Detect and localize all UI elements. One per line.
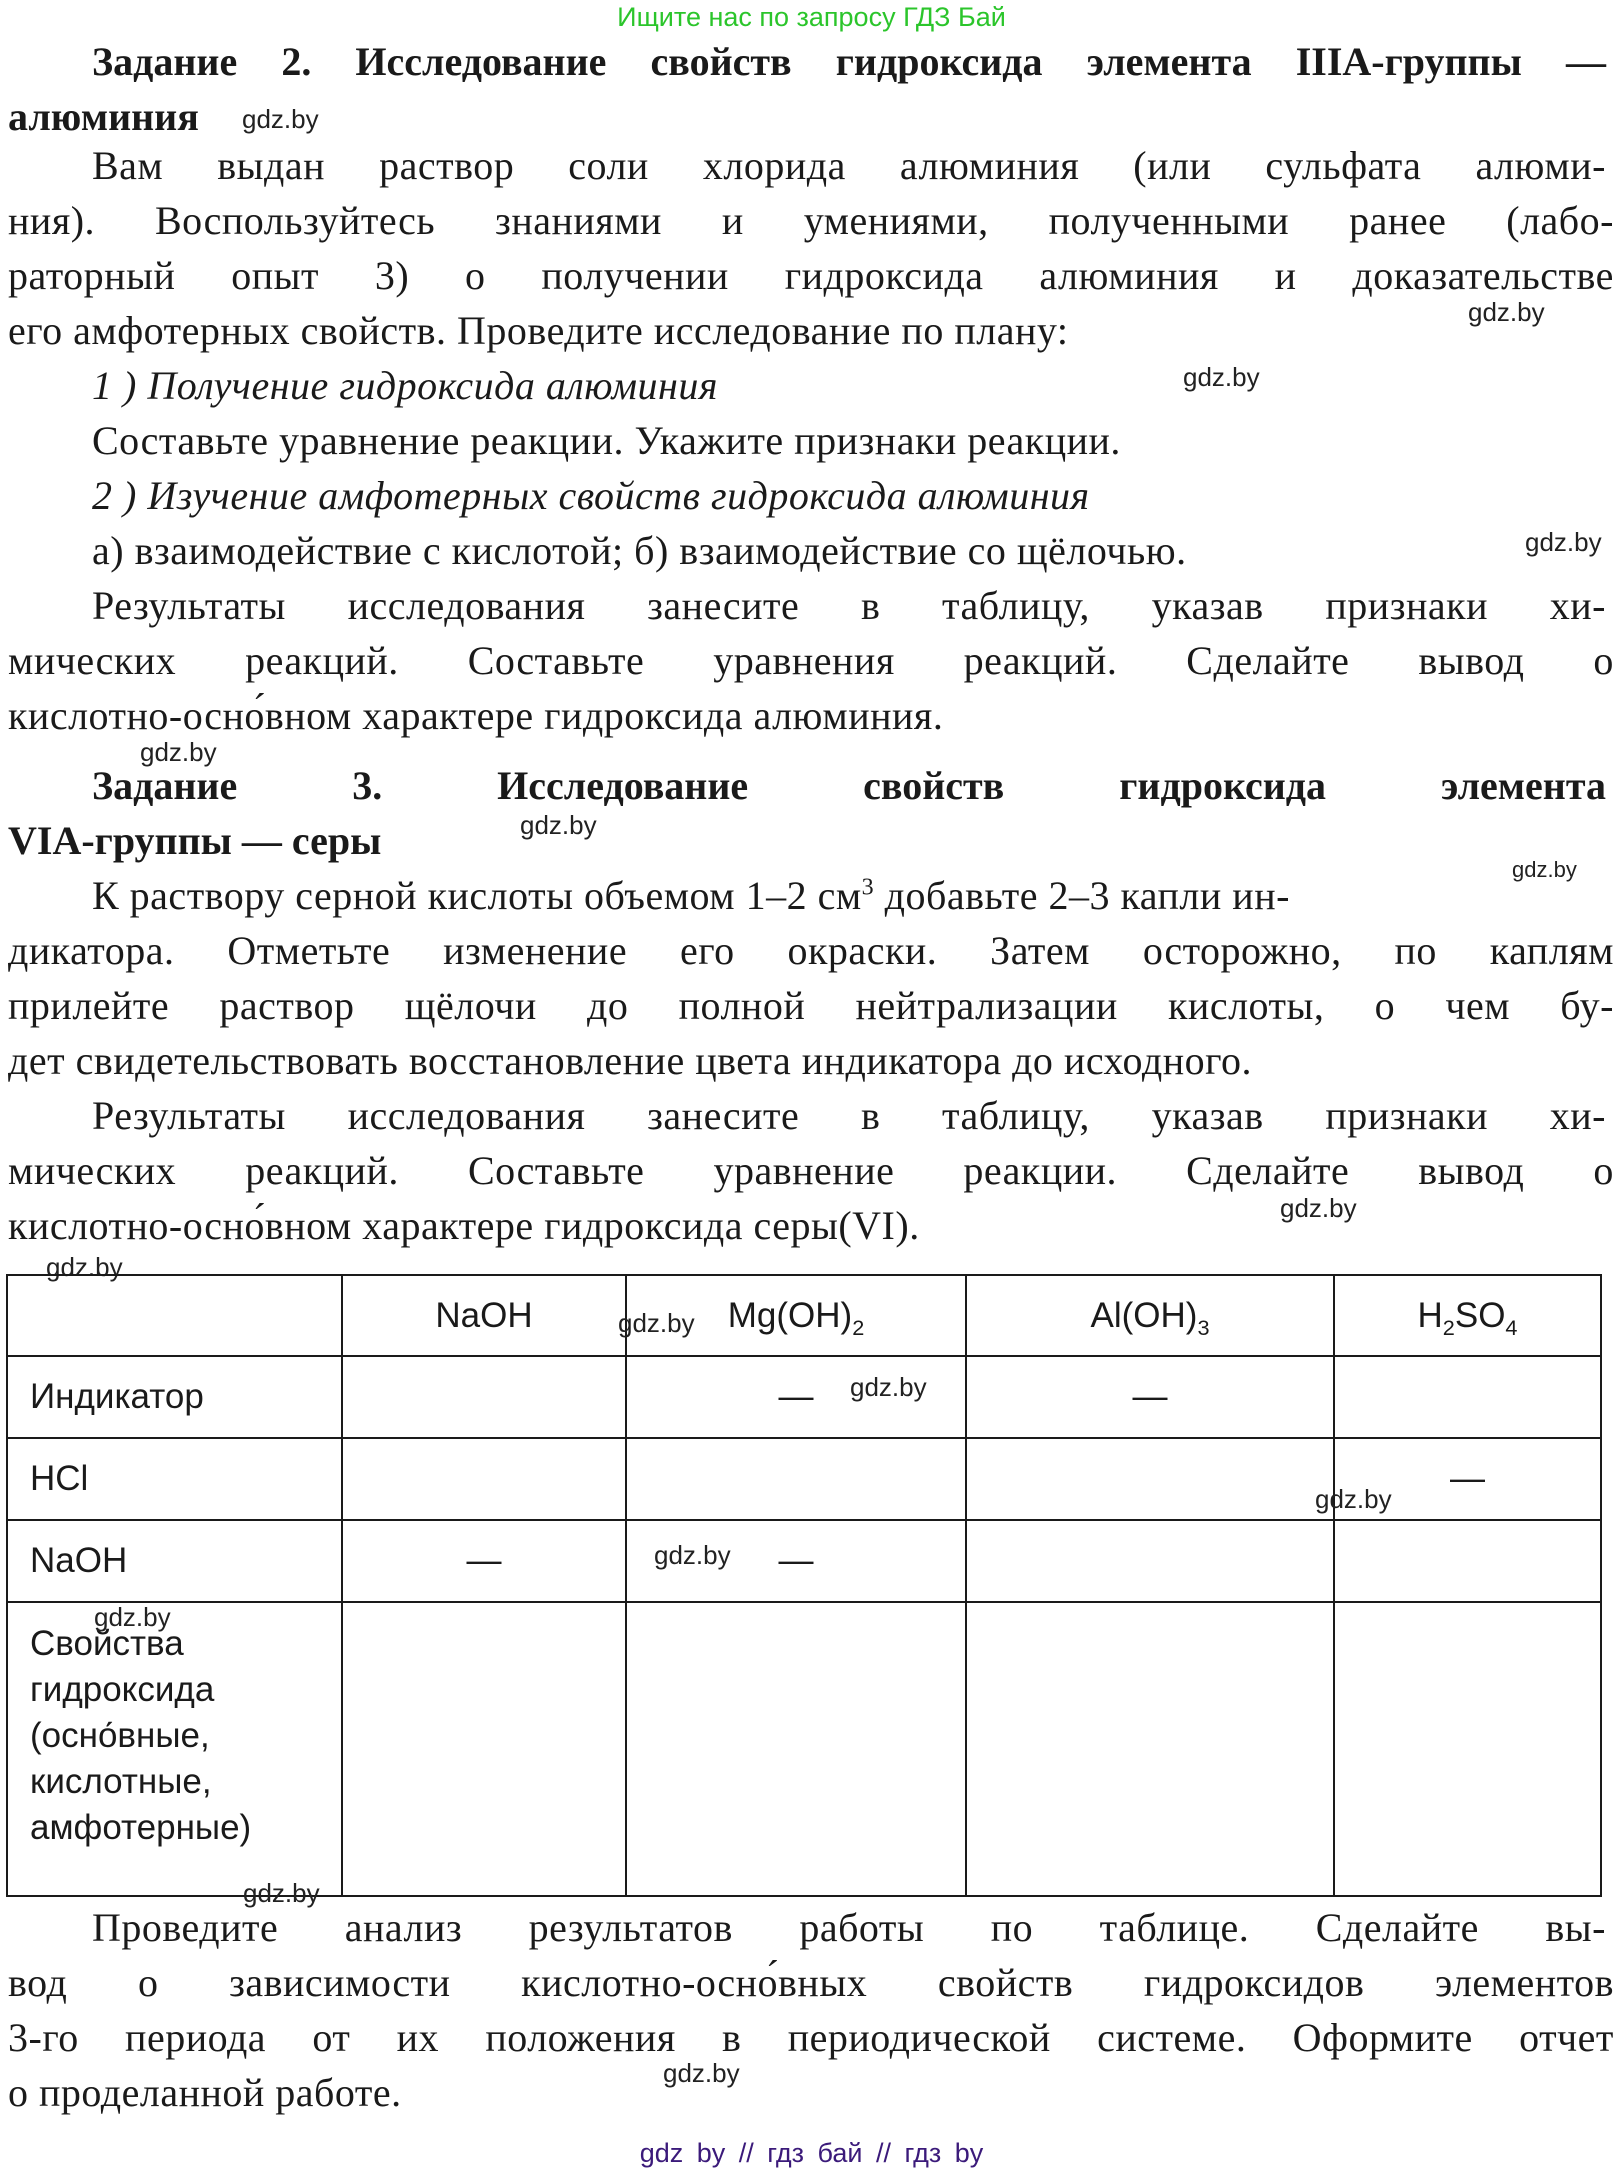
heading-word: Исследование <box>355 39 607 84</box>
step2-title: 2 ) Изучение амфотерных свойств гидроксида алюминия <box>92 473 1090 518</box>
col-header-mgoh2: $Mg(OH)_2$ <box>626 1275 966 1356</box>
watermark: gdz.by <box>46 1252 123 1282</box>
watermark: gdz.by <box>1315 1484 1392 1514</box>
table-cell[interactable] <box>1334 1520 1601 1602</box>
row-label: HCl <box>7 1438 342 1520</box>
table-row-indicator <box>7 1356 1601 1438</box>
table-cell[interactable] <box>626 1438 966 1520</box>
table-cell[interactable] <box>966 1438 1334 1520</box>
table-cell[interactable]: — <box>1334 1438 1601 1520</box>
task2-intro-line3: раторный опыт 3) о получении гидроксида алюминия и доказательстве <box>8 253 1614 298</box>
step1-title: 1 ) Получение гидроксида алюминия <box>92 363 718 408</box>
col-header-h2so4: $H_2SO_4$ <box>1334 1275 1601 1356</box>
watermark: gdz.by <box>618 1308 695 1338</box>
task2-intro-line1: Вам выдан раствор соли хлорида алюминия (или сульфата алюми- <box>92 143 1606 188</box>
conclusion-line4: о проделанной работе. <box>8 2070 402 2115</box>
watermark: gdz.by <box>850 1372 927 1402</box>
table-cell[interactable]: — <box>626 1356 966 1438</box>
table-corner-cell <box>7 1275 342 1356</box>
col-header-naoh: NaOH <box>342 1275 626 1356</box>
task3-results-line1: Результаты исследования занесите в таблицу, указав признаки хи- <box>92 1093 1606 1138</box>
heading-word: Задание <box>92 39 238 84</box>
table-header-row <box>7 1275 1601 1356</box>
table-cell[interactable] <box>966 1602 1334 1896</box>
step1-text: Составьте уравнение реакции. Укажите признаки реакции. <box>92 418 1121 463</box>
heading-word: 2. <box>281 39 312 84</box>
step2-text: а) взаимодействие с кислотой; б) взаимодействие со щёлочью. <box>92 528 1187 573</box>
task3-heading-line1: Задание 3. Исследование свойств гидроксида элемента <box>92 763 1606 808</box>
col-header-aloh3: $Al(OH)_3$ <box>966 1275 1334 1356</box>
watermark: gdz.by <box>243 1878 320 1908</box>
watermark: gdz.by <box>1183 362 1260 392</box>
task2-heading-line2: алюминия <box>8 94 199 139</box>
watermark: gdz.by <box>654 1540 731 1570</box>
table-cell[interactable] <box>966 1520 1334 1602</box>
results-table <box>6 1274 1602 1897</box>
table-cell[interactable] <box>1334 1602 1601 1896</box>
task3-heading-line2: VIA-группы — серы <box>8 818 382 863</box>
task3-intro-line2: дикатора. Отметьте изменение его окраски. Затем осторожно, по каплям <box>8 928 1614 973</box>
row-label: Свойства гидроксида (осно́вные, кислотные, амфотерные) <box>7 1602 342 1896</box>
table-cell[interactable]: — <box>966 1356 1334 1438</box>
conclusion-line1: Проведите анализ результатов работы по таблице. Сделайте вы- <box>92 1905 1606 1950</box>
task2-results-line1: Результаты исследования занесите в таблицу, указав признаки хи- <box>92 583 1606 628</box>
table-cell[interactable]: — <box>626 1520 966 1602</box>
task2-results-line3: кислотно-осно́вном характере гидроксида алюминия. <box>8 693 944 738</box>
conclusion-line3: 3-го периода от их положения в периодической системе. Оформите отчет <box>8 2015 1614 2060</box>
table-row-properties <box>7 1602 1601 1896</box>
task3-intro-line3: прилейте раствор щёлочи до полной нейтрализации кислоты, о чем бу- <box>8 983 1614 1028</box>
watermark: gdz.by <box>520 810 597 840</box>
table-cell[interactable]: — <box>342 1520 626 1602</box>
heading-word: элемента <box>1086 39 1252 84</box>
table-cell[interactable] <box>342 1602 626 1896</box>
task2-intro-line2: ния). Воспользуйтесь знаниями и умениями, полученными ранее (лабо- <box>8 198 1614 243</box>
task3-results-line3: кислотно-осно́вном характере гидроксида серы(VI). <box>8 1203 920 1248</box>
heading-word: гидроксида <box>835 39 1043 84</box>
table-cell[interactable] <box>1334 1356 1601 1438</box>
heading-word: свойств <box>650 39 792 84</box>
watermark: gdz.by <box>1512 857 1577 882</box>
task2-intro-line4: его амфотерных свойств. Проведите исследование по плану: <box>8 308 1069 353</box>
watermark: gdz.by <box>663 2058 740 2088</box>
watermark: gdz.by <box>1525 527 1602 557</box>
conclusion-line2: вод о зависимости кислотно-осно́вных свойств гидроксидов элементов <box>8 1960 1614 2005</box>
watermark: gdz.by <box>1468 297 1545 327</box>
watermark: gdz.by <box>242 104 319 134</box>
watermark: gdz.by <box>94 1602 171 1632</box>
watermark: gdz.by <box>1280 1193 1357 1223</box>
row-label: Индикатор <box>7 1356 342 1438</box>
row-label: NaOH <box>7 1520 342 1602</box>
top-banner[interactable]: Ищите нас по запросу ГДЗ Бай <box>617 2 1006 32</box>
table-cell[interactable] <box>342 1356 626 1438</box>
table-cell[interactable] <box>626 1602 966 1896</box>
footer-links[interactable]: gdz by // гдз бай // гдз by <box>639 2138 984 2168</box>
watermark: gdz.by <box>140 737 217 767</box>
heading-word: IIIA-группы <box>1295 39 1522 84</box>
task3-results-line2: мических реакций. Составьте уравнение реакции. Сделайте вывод о <box>8 1148 1614 1193</box>
task3-intro-line1: К раствору серной кислоты объемом 1–2 $см^3$ добавьте 2–3 капли ин- <box>92 873 1290 918</box>
task2-heading-line1 <box>92 34 1606 89</box>
task3-intro-line4: дет свидетельствовать восстановление цвета индикатора до исходного. <box>8 1038 1253 1083</box>
table-row-naoh <box>7 1520 1601 1602</box>
heading-word: — <box>1565 39 1606 84</box>
task2-results-line2: мических реакций. Составьте уравнения реакций. Сделайте вывод о <box>8 638 1614 683</box>
table-cell[interactable] <box>342 1438 626 1520</box>
